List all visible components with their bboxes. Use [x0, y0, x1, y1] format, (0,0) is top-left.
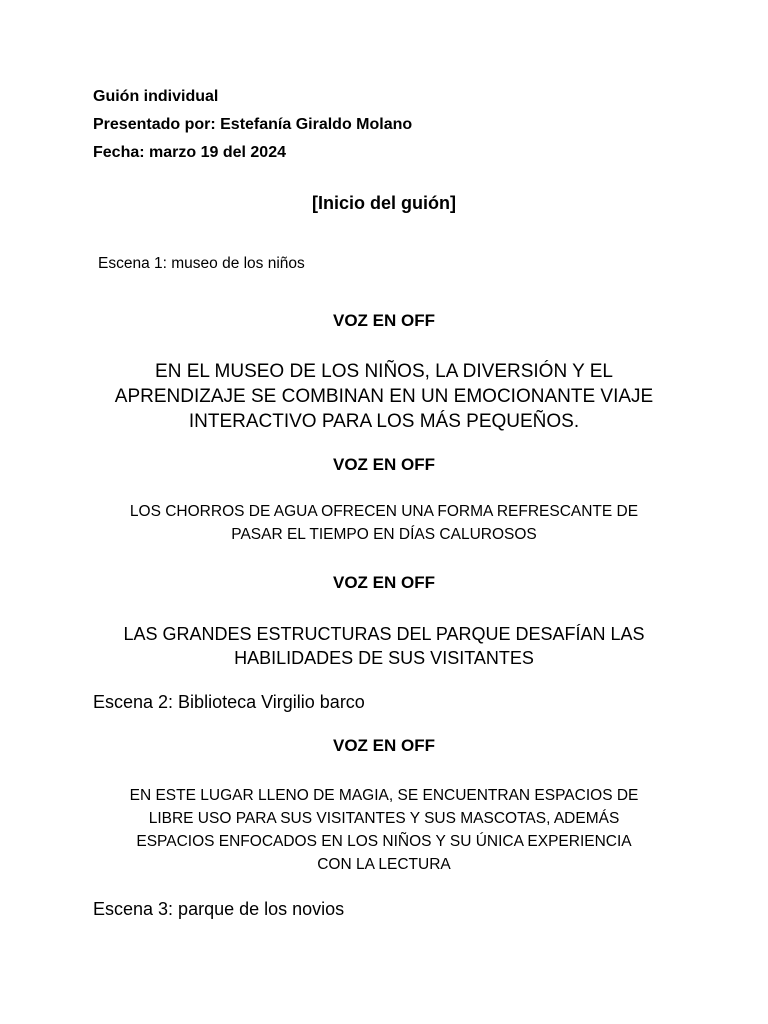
narration-line: HABILIDADES DE SUS VISITANTES — [234, 648, 534, 668]
narration-line: PASAR EL TIEMPO EN DÍAS CALUROSOS — [231, 526, 537, 543]
voiceover-label: VOZ EN OFF — [333, 573, 435, 592]
date-line: Fecha: marzo 19 del 2024 — [93, 144, 286, 161]
scene-3-heading: Escena 3: parque de los novios — [93, 899, 345, 919]
narration-line: LAS GRANDES ESTRUCTURAS DEL PARQUE DESAFÍAN LAS — [123, 624, 645, 644]
narration-line: INTERACTIVO PARA LOS MÁS PEQUEÑOS. — [188, 411, 580, 432]
voiceover-label: VOZ EN OFF — [333, 311, 435, 330]
narration-line: CON LA LECTURA — [317, 856, 451, 873]
narration-block-3 — [0, 622, 768, 670]
narration-line: LOS CHORROS DE AGUA OFRECEN UNA FORMA REFRESCANTE DE — [129, 503, 639, 520]
narration-line: LIBRE USO PARA SUS VISITANTES Y SUS MASCOTAS, ADEMÁS — [148, 810, 620, 827]
scene-1-heading: Escena 1: museo de los niños — [98, 255, 305, 272]
voiceover-label: VOZ EN OFF — [333, 455, 435, 474]
narration-line: APRENDIZAJE SE COMBINAN EN UN EMOCIONANTE VIAJE — [114, 386, 654, 407]
script-start-heading: [Inicio del guión] — [312, 193, 456, 213]
voiceover-label: VOZ EN OFF — [333, 736, 435, 755]
presenter-line: Presentado por: Estefanía Giraldo Molano — [93, 116, 413, 133]
narration-block-1 — [0, 359, 768, 434]
narration-line: EN ESTE LUGAR LLENO DE MAGIA, SE ENCUENTRAN ESPACIOS DE — [129, 787, 639, 804]
narration-line: EN EL MUSEO DE LOS NIÑOS, LA DIVERSIÓN Y EL — [155, 361, 613, 382]
narration-block-2 — [0, 500, 768, 546]
document-title: Guión individual — [93, 88, 219, 105]
narration-block-4 — [0, 784, 768, 876]
scene-2-heading: Escena 2: Biblioteca Virgilio barco — [93, 692, 365, 712]
narration-line: ESPACIOS ENFOCADOS EN LOS NIÑOS Y SU ÚNICA EXPERIENCIA — [136, 833, 632, 850]
